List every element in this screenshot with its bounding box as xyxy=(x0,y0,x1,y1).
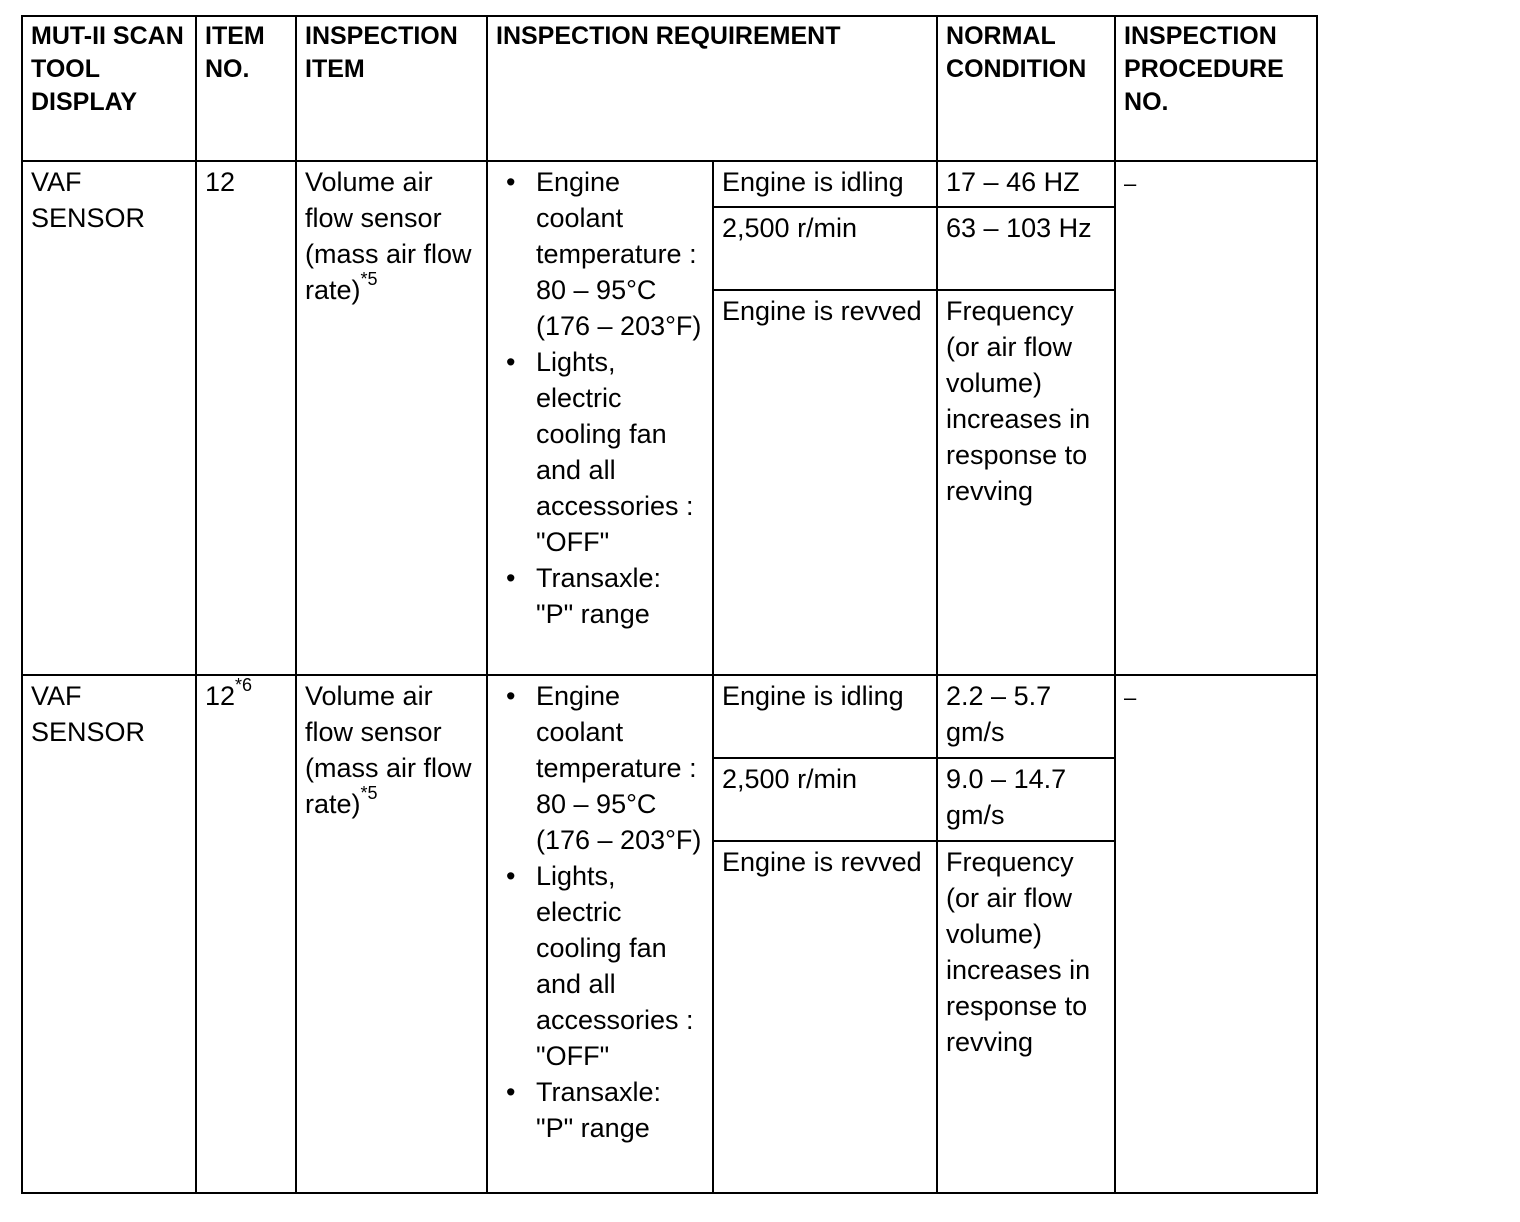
inspection-item-sup: *5 xyxy=(360,269,378,289)
header-procedure-no: INSPECTION PROCEDURE NO. xyxy=(1115,16,1317,161)
list-item: • Transaxle: "P" range xyxy=(506,1077,662,1143)
inspection-item-cell xyxy=(296,161,487,675)
item-no-cell xyxy=(196,675,296,1193)
condition-state-cell: 2,500 r/min xyxy=(713,758,937,841)
procedure-no-cell xyxy=(1115,161,1317,675)
display-cell: VAF SENSOR xyxy=(22,675,196,1193)
header-normal-condition: NORMAL CONDITION xyxy=(937,16,1115,161)
table-row xyxy=(22,675,1317,758)
header-inspection-item: INSPECTION ITEM xyxy=(296,16,487,161)
list-item: • Transaxle: "P" range xyxy=(506,563,662,629)
requirement-cell xyxy=(487,161,713,675)
normal-value-cell: Frequency (or air flow volume) increases in response to revving xyxy=(937,290,1115,675)
header-item-no: ITEM NO. xyxy=(196,16,296,161)
item-no-cell xyxy=(196,161,296,675)
item-no-value: 12 xyxy=(205,681,236,711)
procedure-no-value: – xyxy=(1124,685,1137,710)
condition-state-cell: Engine is idling xyxy=(713,161,937,207)
procedure-no-value: – xyxy=(1124,171,1137,196)
normal-value-cell: 2.2 – 5.7 gm/s xyxy=(937,675,1115,758)
normal-value-cell: 9.0 – 14.7 gm/s xyxy=(937,758,1115,841)
inspection-item-text: Volume air flow sensor (mass air flow rate) xyxy=(305,681,472,819)
condition-state-cell: 2,500 r/min xyxy=(713,207,937,290)
header-display: MUT-II SCAN TOOL DISPLAY xyxy=(22,16,196,161)
inspection-item-sup: *5 xyxy=(360,783,378,803)
table-row xyxy=(22,161,1317,207)
header-row xyxy=(22,16,1317,161)
list-item: • Lights, electric cooling fan and all accessories : "OFF" xyxy=(506,861,694,1071)
inspection-table xyxy=(21,15,1318,1194)
condition-state-cell: Engine is revved xyxy=(713,290,937,675)
list-item: • Engine coolant temperature : 80 – 95°C (176 – 203°F) xyxy=(506,681,702,855)
item-no-sup: *6 xyxy=(235,675,253,695)
item-no-value: 12 xyxy=(205,167,236,197)
list-item: • Lights, electric cooling fan and all accessories : "OFF" xyxy=(506,347,694,557)
requirement-cell xyxy=(487,675,713,1193)
condition-state-cell: Engine is revved xyxy=(713,841,937,1193)
requirement-list xyxy=(496,164,704,632)
inspection-item-cell xyxy=(296,675,487,1193)
procedure-no-cell xyxy=(1115,675,1317,1193)
normal-value-cell: 63 – 103 Hz xyxy=(937,207,1115,290)
display-cell: VAF SENSOR xyxy=(22,161,196,675)
normal-value-cell: 17 – 46 HZ xyxy=(937,161,1115,207)
requirement-list xyxy=(496,678,704,1146)
condition-state-cell: Engine is idling xyxy=(713,675,937,758)
normal-value-cell: Frequency (or air flow volume) increases in response to revving xyxy=(937,841,1115,1193)
list-item: • Engine coolant temperature : 80 – 95°C (176 – 203°F) xyxy=(506,167,702,341)
header-requirement: INSPECTION REQUIREMENT xyxy=(487,16,937,161)
inspection-item-text: Volume air flow sensor (mass air flow rate) xyxy=(305,167,472,305)
